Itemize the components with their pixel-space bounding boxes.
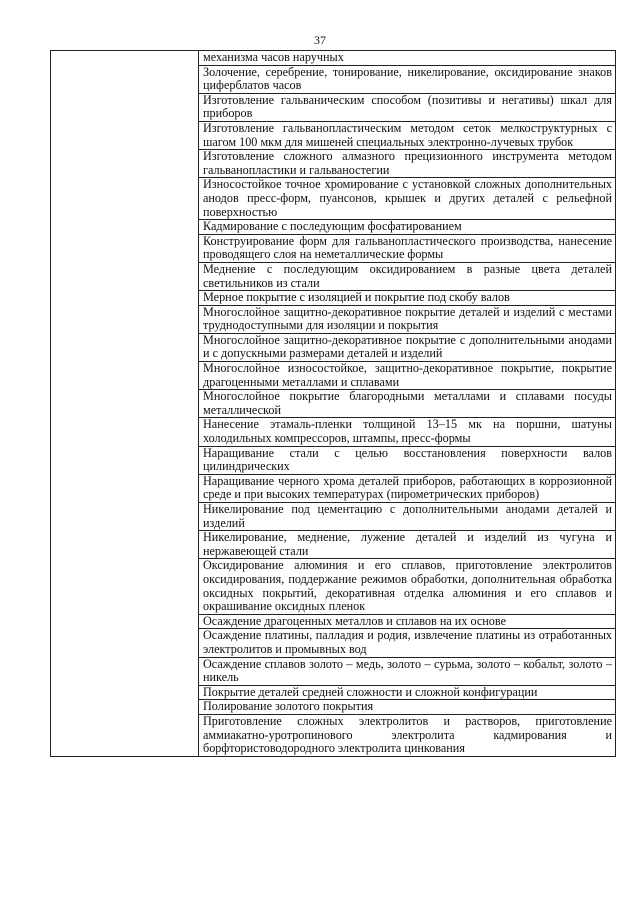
table-cell: Оксидирование алюминия и его сплавов, приготовление электролитов оксидирования, поддержание режимов обработки, дополнительная обработка оксидных покрытий, декоративная отделка алюминия и его сплавов и окрашивание оксидных пленок — [199, 559, 616, 614]
table-cell: Золочение, серебрение, тонирование, никелирование, оксидирование знаков циферблатов часов — [199, 65, 616, 93]
table-cell: Мерное покрытие с изоляцией и покрытие под скобу валов — [199, 291, 616, 306]
table-cell: Наращивание стали с целью восстановления поверхности валов цилиндрических — [199, 446, 616, 474]
table-cell: Наращивание черного хрома деталей приборов, работающих в коррозионной среде и при высоких температурах (пирометрических приборов) — [199, 474, 616, 502]
empty-left-column — [51, 51, 199, 757]
table-cell: Многослойное защитно-декоративное покрытие деталей и изделий с местами труднодоступными для изоляции и покрытия — [199, 305, 616, 333]
table-cell: Изготовление гальваническим способом (позитивы и негативы) шкал для приборов — [199, 93, 616, 121]
table-cell: Многослойное покрытие благородными металлами и сплавами посуды металлической — [199, 390, 616, 418]
page-number: 37 — [314, 33, 326, 47]
table-cell: Осаждение платины, палладия и родия, извлечение платины из отработанных электролитов и промывных вод — [199, 629, 616, 657]
table-cell: Нанесение этамаль-пленки толщиной 13–15 мк на поршни, шатуны холодильных компрессоров, штампы, пресс-формы — [199, 418, 616, 446]
table-cell: Многослойное износостойкое, защитно-декоративное покрытие, покрытие драгоценными металлами и сплавами — [199, 362, 616, 390]
table-cell: Изготовление гальванопластическим методом сеток мелкоструктурных с шагом 100 мкм для мишеней специальных электронно-лучевых трубок — [199, 121, 616, 149]
table-cell: Осаждение драгоценных металлов и сплавов на их основе — [199, 614, 616, 629]
table-cell: Никелирование под цементацию с дополнительными анодами деталей и изделий — [199, 503, 616, 531]
table-cell: Износостойкое точное хромирование с установкой сложных дополнительных анодов пресс-форм, пуансонов, крышек и других деталей с рельефной поверхностью — [199, 178, 616, 220]
table-cell: Меднение с последующим оксидированием в разные цвета деталей светильников из стали — [199, 262, 616, 290]
table-cell: Осаждение сплавов золото – медь, золото – сурьма, золото – кобальт, золото – никель — [199, 657, 616, 685]
table-cell: Изготовление сложного алмазного прецизионного инструмента методом гальванопластики и гальваностегии — [199, 150, 616, 178]
table-cell: Конструирование форм для гальванопластического производства, нанесение проводящего слоя на неметаллические формы — [199, 234, 616, 262]
table-cell: Многослойное защитно-декоративное покрытие с дополнительными анодами и с допускными размерами деталей и изделий — [199, 333, 616, 361]
table-cell: Кадмирование с последующим фосфатированием — [199, 220, 616, 235]
table-row — [51, 51, 616, 66]
table-cell: Покрытие деталей средней сложности и сложной конфигурации — [199, 685, 616, 700]
table-cell: Никелирование, меднение, лужение деталей и изделий из чугуна и нержавеющей стали — [199, 531, 616, 559]
table-cell: механизма часов наручных — [199, 51, 616, 66]
table-cell: Полирование золотого покрытия — [199, 700, 616, 715]
work-types-table — [50, 50, 616, 757]
table-cell: Приготовление сложных электролитов и растворов, приготовление аммиакатно-уротропинового электролита кадмирования и борфтористоводородного электролита цинкования — [199, 714, 616, 756]
